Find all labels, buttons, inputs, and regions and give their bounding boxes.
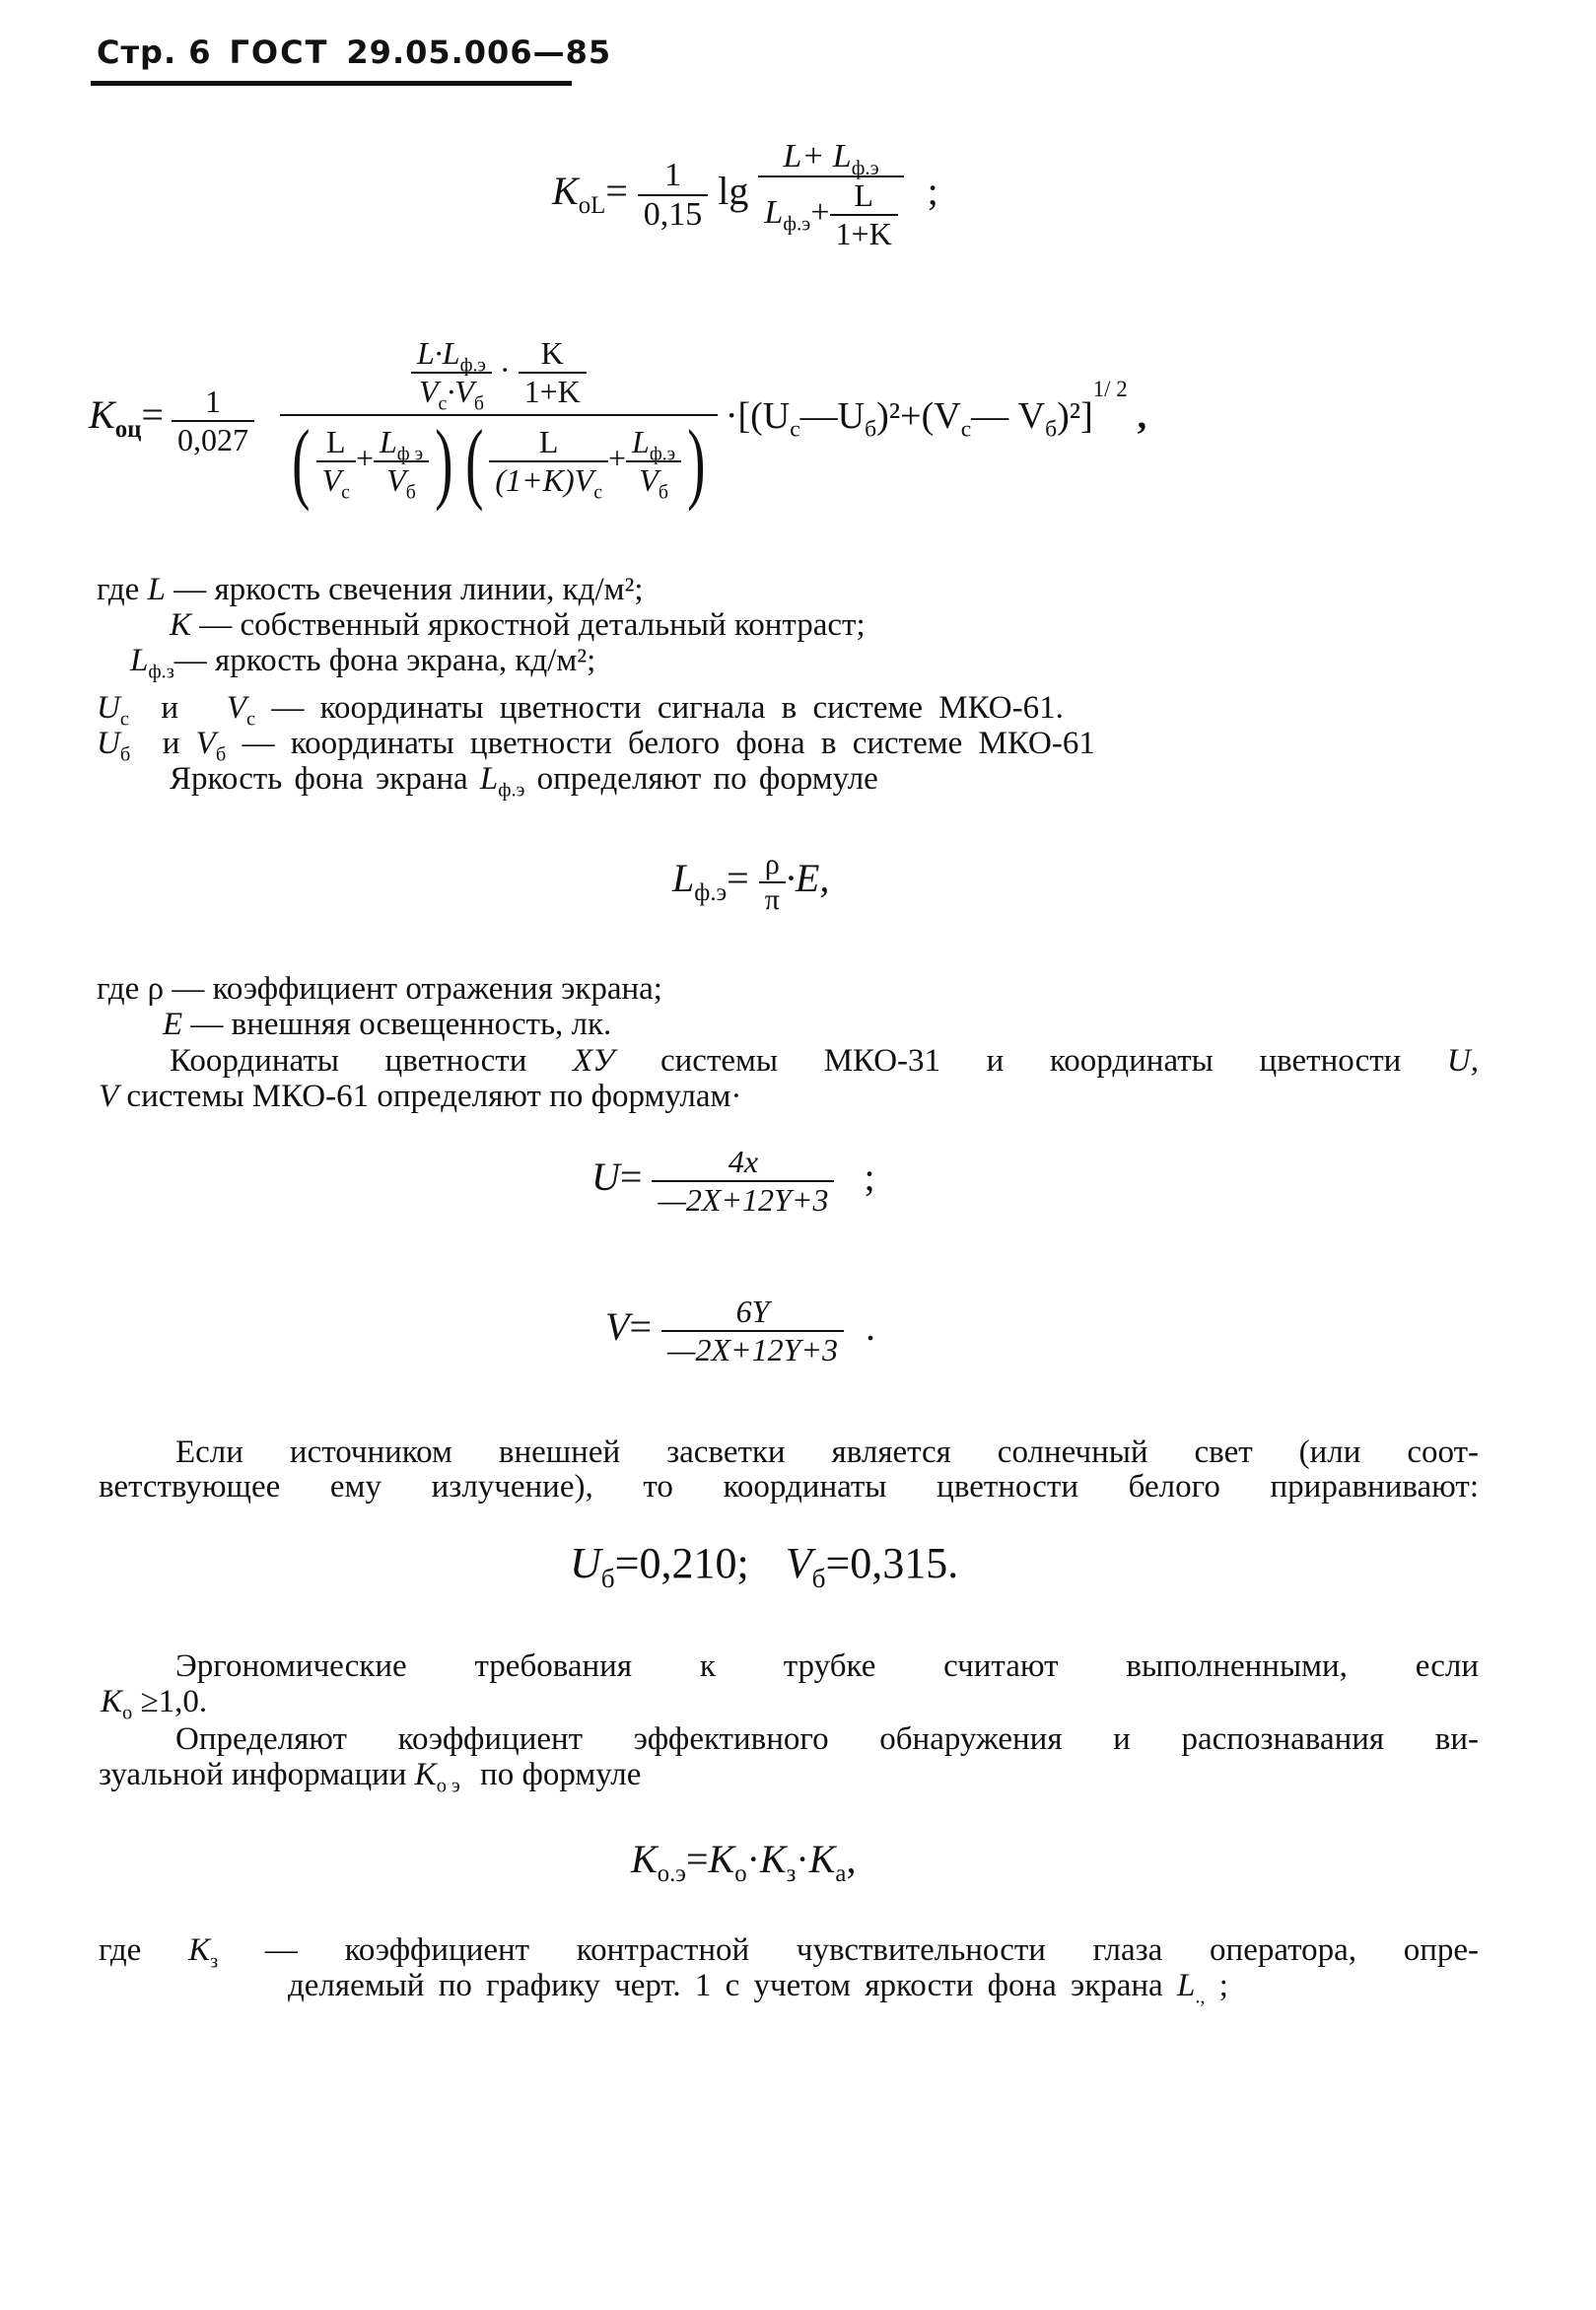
formula-v: V= $\frac{6Y}{—2X+12Y+3}$ . [605, 1294, 875, 1367]
page-number: Стр. 6 [97, 34, 212, 71]
formula1-eq: = [605, 169, 628, 214]
def-L: где L — яркость свечения линии, кд/м²; [97, 572, 644, 607]
standard-label: ГОСТ [229, 34, 329, 71]
formula-u: U= $\frac{4x}{—2X+12Y+3}$ ; [591, 1144, 875, 1218]
formula2-main-frac: $\frac{L\cdot L_{ф.э}}{V_с\cdot V_б}$ · $\frac{K}{1+K}$ ( $\frac{L}{V_с}$ + $\frac{L_{ф э}}{V_б}$ ) ( $\frac{L}{(1+K)V_с}$ + $\frac{L_{ф.э}}{V_б}$ ) [280, 335, 718, 507]
header-rule [91, 81, 572, 86]
paragraph-ergonomic-1: Эргономические требования к трубке считают выполненными, если [175, 1648, 1479, 1684]
paragraph-ergonomic-2: $K_о \ge 1,0$. [101, 1684, 208, 1724]
def-Uc-Vc: $U_с$ и $V_с$ — координаты цветности сигнала в системе МКО-61. [97, 690, 1064, 731]
def-Kz-2: деляемый по графику черт. 1 с учетом яркости фона экрана $L_{.,}$ ; [288, 1968, 1228, 2008]
formula1-tail: ; [927, 169, 938, 214]
page-header [97, 34, 611, 71]
formula-k-ol [552, 138, 938, 252]
paragraph-chromaticity-2: V системы МКО-61 определяют по формулам· [99, 1079, 742, 1114]
paragraph-effective-2: зуальной информации $K_{о э}$ по формуле [99, 1757, 642, 1797]
def-Kz-1: где $K_з$ — коэффициент контрастной чувствительности глаза оператора, опре- [99, 1932, 1480, 1973]
def-L-fz: $L_{ф.з}—$ яркость фона экрана, кд/м²; [130, 643, 596, 683]
formula2-coef: $\frac{1}{0,027}$ [172, 384, 254, 458]
def-K: K — собственный яркостной детальный контраст; [170, 607, 866, 643]
formula1-coef: $\frac{1}{0,15}$ [638, 157, 709, 234]
def-Ub-Vb: $U_б$ и $V_б$ — координаты цветности белого фона в системе МКО-61 [97, 726, 1095, 766]
formula2-bracket: $\cdot[(U_с—U_б)^2+(V_с—$ $V_б)^2]^{1/ 2}$, [725, 377, 1147, 443]
paragraph-sunlight-2: ветствующее ему излучение), то координаты цветности белого приравнивают: [99, 1469, 1479, 1505]
formula-k-oe: $K_{о.э}=K_о\cdot K_з\cdot K_а$, [631, 1837, 857, 1887]
paragraph-bg-luminance: Яркость фона экрана $L_{ф.э}$ определяют по формуле [170, 761, 878, 802]
formula1-log: lg [718, 169, 749, 214]
paragraph-chromaticity: Координаты цветности XУ системы МКО-31 и координаты цветности U, [170, 1043, 1480, 1079]
paragraph-sunlight-1: Если источником внешней засветки является солнечный свет (или соот- [175, 1435, 1479, 1470]
standard-number: 29.05.006—85 [346, 34, 612, 71]
formula2-lhs: K [89, 392, 115, 438]
formula-white-values: $U_б=0,210$; $V_б=0,315$. [570, 1539, 959, 1593]
formula1-lhs-sub: oL [578, 192, 606, 220]
formula1-main-frac: $L+ L_{ф.э}$ $L_{ф.э}+$ $\frac{L}{1+K}$ [758, 138, 903, 252]
def-rho: где ρ — коэффициент отражения экрана; [97, 971, 662, 1007]
paragraph-effective-1: Определяют коэффициент эффективного обнаружения и распознавания ви- [175, 1721, 1479, 1757]
formula-l-fe: $L_{ф.э}=$ $\frac{\rho}{\pi}$ ·E, [672, 848, 830, 916]
def-E: E — внешняя освещенность, лк. [163, 1007, 612, 1042]
formula1-lhs: K [552, 169, 579, 214]
formula-k-oc: $K_{оц}=$ $\frac{1}{0,027}$ $\frac{L\cdot L_{ф.э}}{V_с\cdot V_б}$ · $\frac{K}{1+K}$ ( $\frac{L}{V_с}$ + $\frac{L_{ф э}}{V_б}$ ) ( $\frac{L}{(1+K)V_с}$ + $\frac{L_{ф.э}}{V_б}$ ) $\cdot[(U_с—U_б)^2+(V_с—$ $V_б)^2]^{1/ 2}$, [89, 335, 1147, 512]
